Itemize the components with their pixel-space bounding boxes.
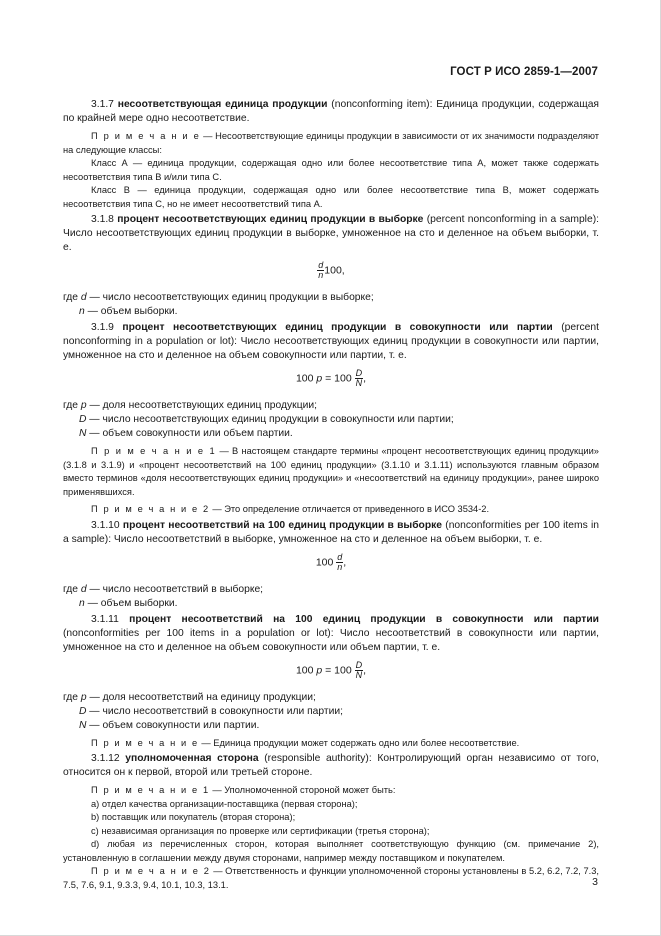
note-text: — Несоответствующие единицы продукции в зависимости от их значимости подразделяют на следующие классы: [63,131,599,155]
definition-text: (nonconformities per 100 items in a population or lot): Число несоответствий в совокупности или партии, умноженное на сто и деленное на объем совокупности или объем партии, т. е. [63,627,599,653]
term: процент несоответствий на 100 единиц продукции в выборке [122,519,443,531]
note-label: П р и м е ч а н и е [91,737,199,748]
clause-number: 3.1.8 [91,214,114,225]
note-2 [63,503,599,517]
list-item: а) отдел качества организации-поставщика (первая сторона); [91,798,358,809]
definition-3-1-11 [63,613,599,655]
clause-number: 3.1.12 [91,753,120,764]
where-block: где p — доля несоответствующих единиц продукции; D — число несоответствующих единиц продукции в совокупности или партии; N — объем совокупности или объем партии. [63,400,454,439]
definition-3-1-12 [63,752,599,780]
term: несоответствующая единица продукции [117,99,328,110]
note-label: П р и м е ч а н и е 2 [91,866,211,876]
definition-3-1-9 [63,321,599,363]
formula-3-1-11: 100 p = 100 $\frac{D}{N}$ , [295,659,367,680]
clause-number: 3.1.9 [91,322,114,333]
definition-3-1-7 [63,98,599,126]
formula-3-1-8: $\frac{d}{n}$ 100, [318,260,345,280]
page-content [63,96,599,892]
page-number: 3 [592,876,598,888]
note [63,737,599,751]
formula-3-1-10: 100 $\frac{d}{n}$ , [315,551,347,572]
fraction: $\frac{d}{n}$ [337,551,343,572]
definition-3-1-8 [63,213,599,255]
clause-number: 3.1.10 [91,519,120,531]
document-id: ГОСТ Р ИСО 2859-1—2007 [450,66,598,78]
clause-number: 3.1.7 [91,99,114,110]
note-text: — Ответственность и функции уполномоченной стороны установлены в 5.2, 6.2, 7.2, 7.3, 7.5, 7.6, 9.1, 9.3.3, 9.4, 10.1, 10.3, 13.1. [63,866,599,890]
term: уполномоченная сторона [125,753,259,764]
definition-text: (nonconformities per 100 items in a sample): Число несоответствий в выборке, умноженное на сто и деленное на объем выборки, т. е. [63,519,599,545]
fraction: $\frac{D}{N}$ [355,368,363,388]
where-block: где p — доля несоответствий на единицу продукции; D — число несоответствий в совокупности или партии; N — объем совокупности или партии. [63,691,343,731]
term: процент несоответствующих единиц продукции в выборке [117,214,424,225]
fraction: $\frac{D}{N}$ [355,659,363,680]
where-block: где d — число несоответствий в выборке; n — объем выборки. [63,583,264,609]
class-a-text: Класс А — единица продукции, содержащая одно или более несоответствие типа А, может также содержать несоответствия типа В и/или типа С. [63,158,599,182]
definition-text: (nonconforming item): Единица продукции, содержащая по крайней мере одно несоответствие. [63,99,599,124]
note-text: — Единица продукции может содержать одно или более несоответствие. [198,737,520,748]
definition-text: (percent nonconforming in a sample): Число несоответствующих единиц продукции в выборке, умноженное на сто и деленное на объем выборки, т. е. [63,214,599,253]
list-item: b) поставщик или покупатель (вторая сторона); [91,812,296,822]
note-label: П р и м е ч а н и е [91,131,201,141]
term: процент несоответствий на 100 единиц продукции в совокупности или партии [129,613,599,625]
definition-text: (percent nonconforming in a population or lot): Число несоответствующих единиц продукции в совокупности или партии, умноженное на сто и деленное на объем совокупности или партии, т. е. [63,322,599,361]
note-2 [63,865,599,892]
term: процент несоответствующих единиц продукции в совокупности или партии [122,322,553,333]
note-label: П р и м е ч а н и е 1 [91,785,210,795]
note-1 [63,445,599,499]
clause-number: 3.1.11 [91,613,119,625]
note-text: — Это определение отличается от приведенного в ИСО 3534-2. [209,504,490,514]
note-text: — В настоящем стандарте термины «процент несоответствующих единиц продукции» (3.1.8 и 3.1.9) и «процент несоответствий на 100 единиц продукции» (3.1.10 и 3.1.11) используются главным образом вместо терминов «доля несоответствующих единиц продукции» и «несоответствий на единицу продукции», ранее широко применявшихся. [63,446,599,497]
fraction: $\frac{d}{n}$ [318,260,324,280]
note [63,130,599,157]
formula-3-1-9: 100 p = 100 $\frac{D}{N}$ , [295,368,367,388]
where-block: где d — число несоответствующих единиц продукции в выборке; n — объем выборки. [63,292,374,317]
definition-3-1-10 [63,519,599,547]
note-text: — Уполномоченной стороной может быть: [209,785,396,795]
definition-text: (responsible authority): Контролирующий орган независимо от того, относится он к первой, второй или третьей стороне. [63,753,599,778]
authority-list [63,798,599,866]
list-item: d) любая из перечисленных сторон, которая выполняет соответствующую функцию (см. примечание 2), установленную в соглашении между двумя сторонами, например между поставщиком и покупателем. [63,839,599,863]
note-label: П р и м е ч а н и е 2 [91,504,210,514]
list-item: c) независимая организация по проверке или сертификации (третья сторона); [91,825,430,836]
note-1 [63,784,599,798]
note-label: П р и м е ч а н и е 1 [91,446,217,456]
class-b-text: Класс В — единица продукции, содержащая одно или более несоответствие типа В, может содержать несоответствия типа С, но не имеет несоответствий типа А. [63,185,599,209]
